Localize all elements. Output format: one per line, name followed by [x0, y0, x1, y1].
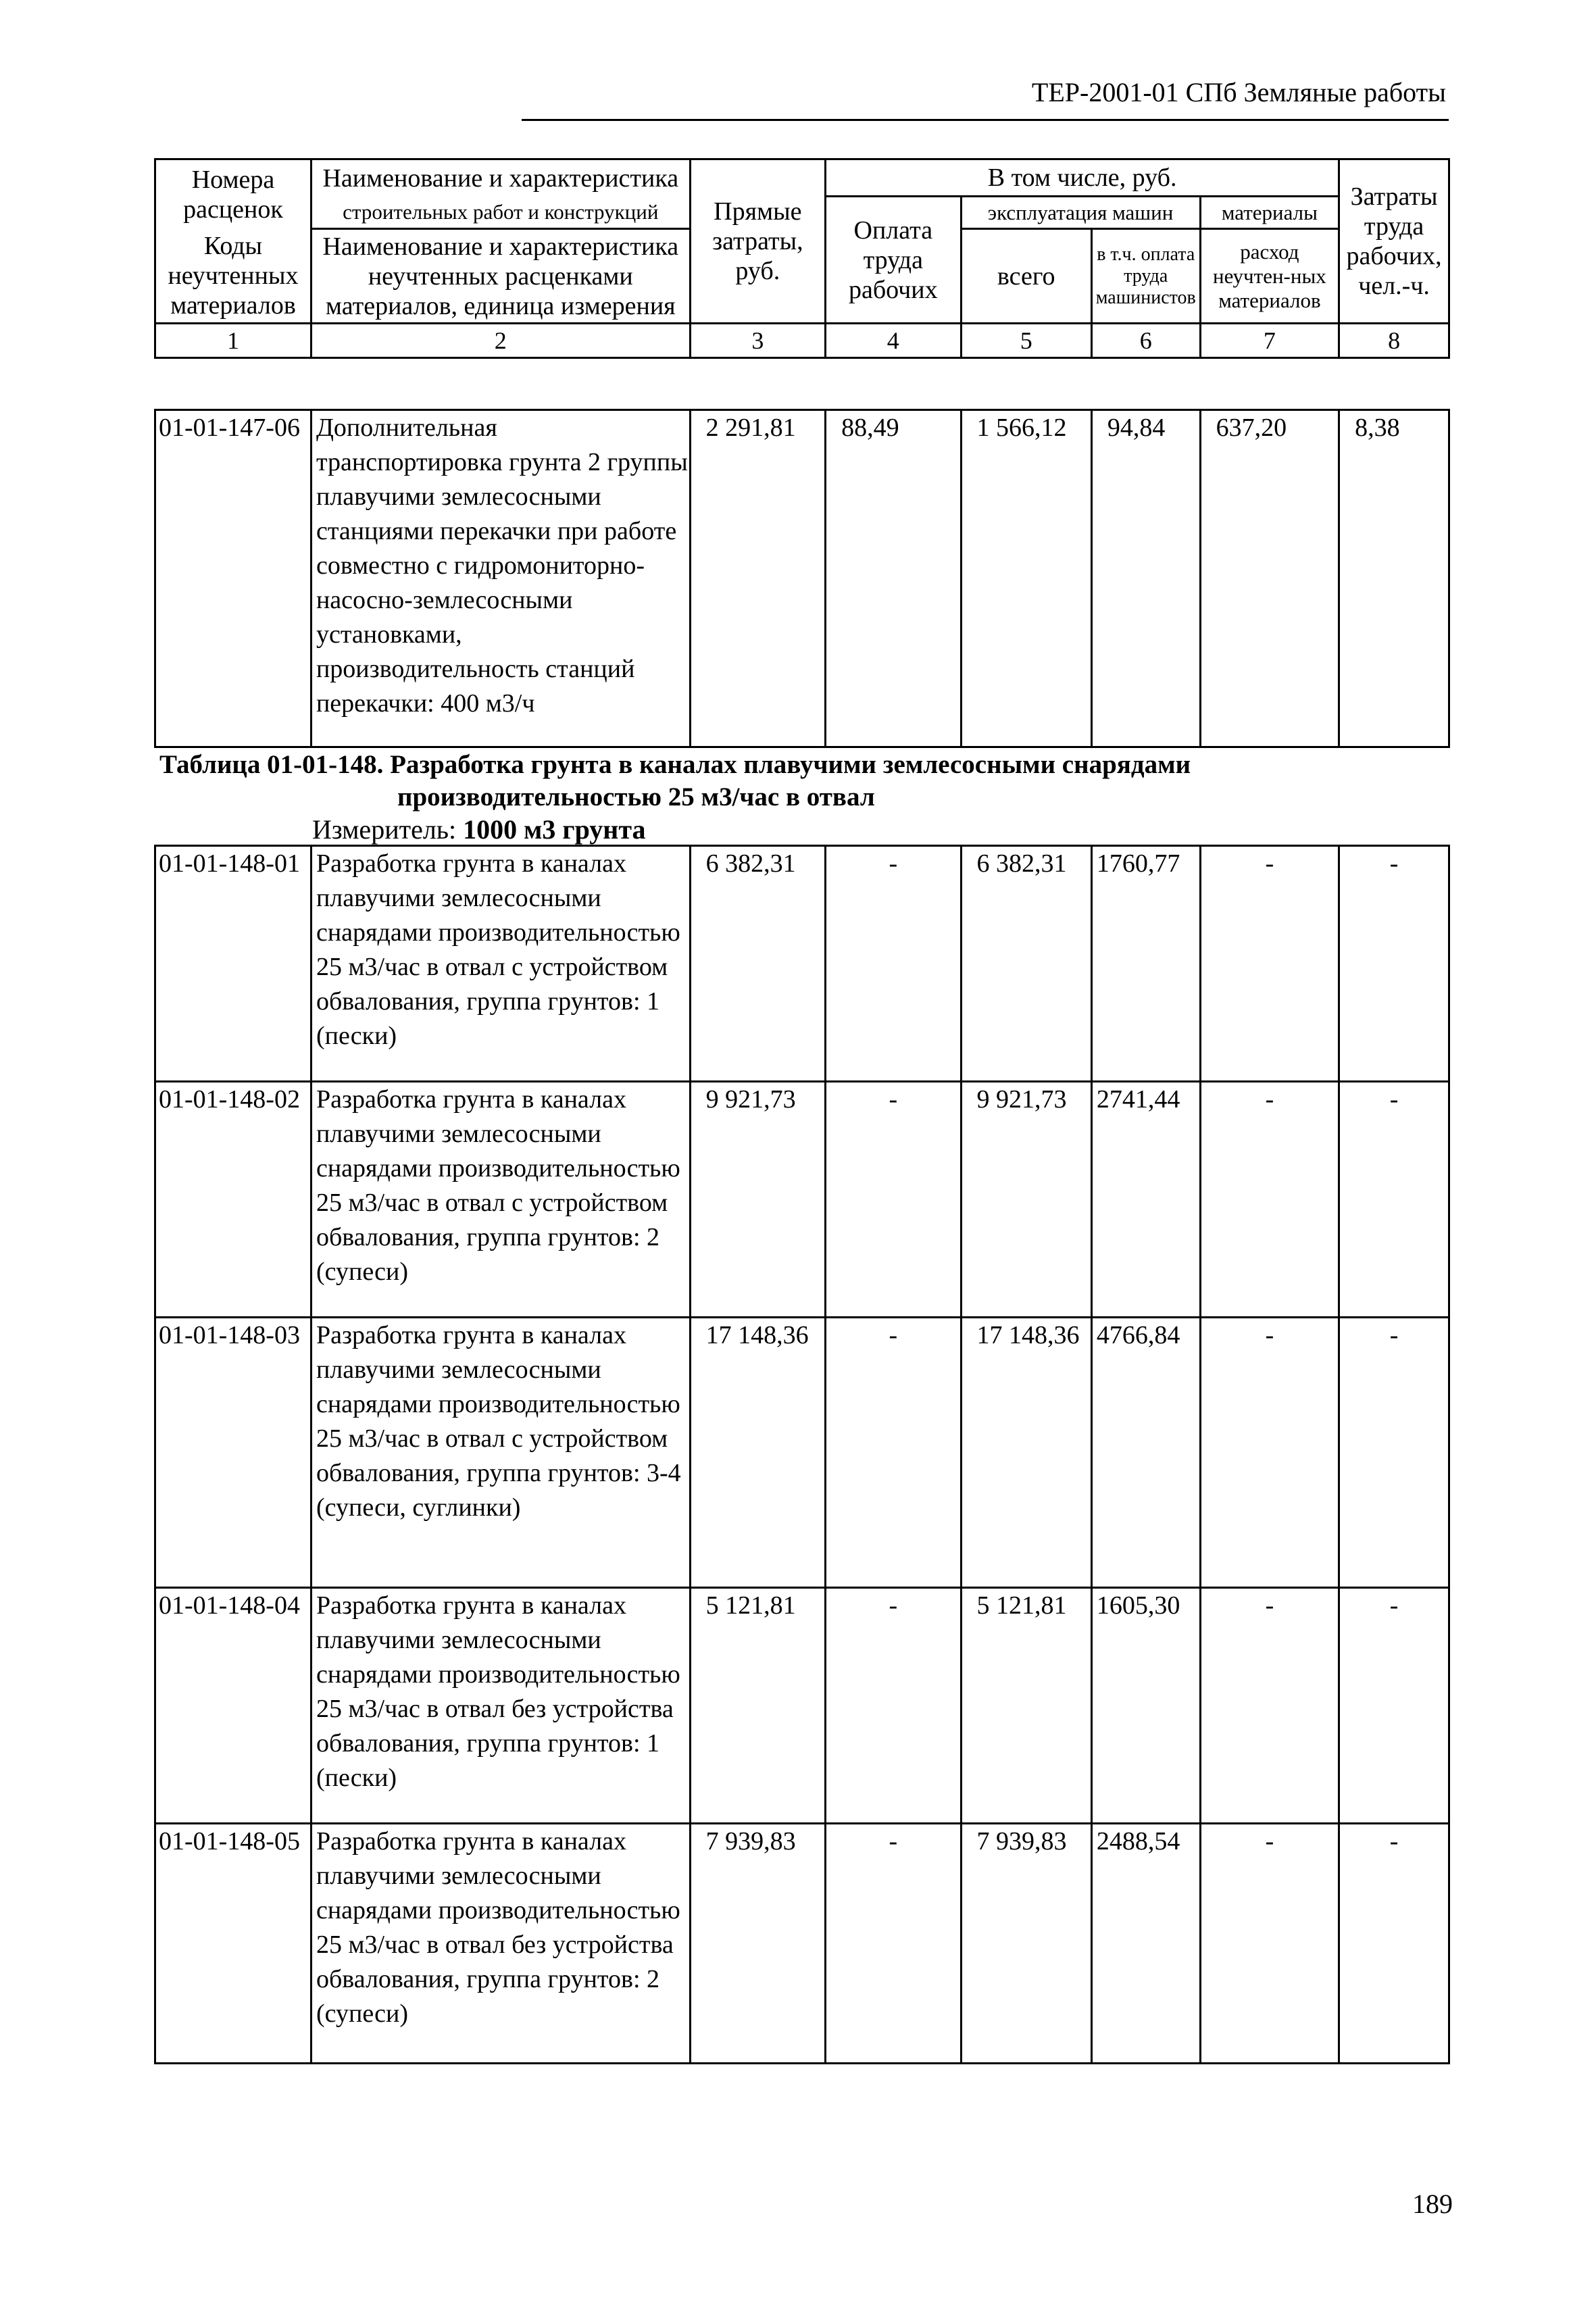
machinist-pay: 1605,30 [1091, 1588, 1200, 1824]
labor-hours: - [1339, 846, 1449, 1082]
page-number: 189 [1412, 2189, 1453, 2219]
column-number: 7 [1200, 324, 1339, 358]
machine-total: 9 921,73 [961, 1082, 1091, 1318]
machine-total: 5 121,81 [961, 1588, 1091, 1824]
column-number: 8 [1339, 324, 1449, 358]
machine-total: 1 566,12 [961, 410, 1091, 747]
table-title-line-2: производительностью 25 м3/час в отвал [397, 782, 875, 812]
measurement-unit-label: Измеритель: [312, 814, 464, 845]
machinist-pay: 4766,84 [1091, 1318, 1200, 1588]
header-work-name: Наименование и характеристика [311, 159, 690, 197]
header-rule [522, 119, 1449, 121]
material-consumption: - [1200, 1824, 1339, 2064]
rate-code: 01-01-147-06 [155, 410, 311, 747]
direct-costs: 7 939,83 [690, 1824, 825, 2064]
column-number: 6 [1091, 324, 1200, 358]
table-row [155, 846, 1449, 1082]
labor-hours: - [1339, 1318, 1449, 1588]
header-material-consumption: расход неучтен-ных материалов [1200, 229, 1339, 324]
column-number: 1 [155, 324, 311, 358]
header-machine-operation: эксплуатация машин [961, 197, 1200, 229]
header-rate-numbers: Номера расценок [155, 159, 311, 229]
direct-costs: 2 291,81 [690, 410, 825, 747]
rate-name: Разработка грунта в каналах плавучими землесосными снарядами производительностью 25 м3/час в отвал с устройством обвалования, группа грунтов: 1 (пески) [311, 846, 690, 1082]
rate-name: Дополнительная транспортировка грунта 2 группы плавучими землесосными станциями перекачки при работе совместно с гидромониторно-насосно-землесосными установками, производительность станций перекачки: 400 м3/ч [311, 410, 690, 747]
table-row [155, 1082, 1449, 1318]
worker-pay: 88,49 [826, 410, 961, 747]
material-consumption: - [1200, 1318, 1339, 1588]
material-consumption: - [1200, 846, 1339, 1082]
table-title [159, 749, 1308, 814]
rate-code: 01-01-148-04 [155, 1588, 311, 1824]
material-consumption: - [1200, 1588, 1339, 1824]
table-row [155, 1824, 1449, 2064]
labor-hours: - [1339, 1082, 1449, 1318]
header-work-name-sub: строительных работ и конструкций [311, 197, 690, 229]
column-number: 2 [311, 324, 690, 358]
labor-hours: - [1339, 1588, 1449, 1824]
machine-total: 6 382,31 [961, 846, 1091, 1082]
rate-name: Разработка грунта в каналах плавучими землесосными снарядами производительностью 25 м3/час в отвал с устройством обвалования, группа грунтов: 2 (супеси) [311, 1082, 690, 1318]
header-worker-pay: Оплата труда рабочих [826, 197, 961, 324]
header-direct-costs: Прямые затраты, руб. [690, 159, 825, 324]
machinist-pay: 2488,54 [1091, 1824, 1200, 2064]
direct-costs: 9 921,73 [690, 1082, 825, 1318]
worker-pay: - [826, 1588, 961, 1824]
direct-costs: 5 121,81 [690, 1588, 825, 1824]
table-row [155, 1318, 1449, 1588]
header-material-name: Наименование и характеристика неучтенных расценками материалов, единица измерения [311, 229, 690, 324]
table-row [155, 410, 1449, 747]
header-labor-hours: Затраты труда рабочих, чел.-ч. [1339, 159, 1449, 324]
column-number: 3 [690, 324, 825, 358]
worker-pay: - [826, 1082, 961, 1318]
header-including: В том числе, руб. [826, 159, 1339, 197]
column-header-table [154, 158, 1450, 359]
column-number: 4 [826, 324, 961, 358]
labor-hours: - [1339, 1824, 1449, 2064]
machinist-pay: 94,84 [1091, 410, 1200, 747]
machine-total: 17 148,36 [961, 1318, 1091, 1588]
direct-costs: 17 148,36 [690, 1318, 825, 1588]
rate-code: 01-01-148-03 [155, 1318, 311, 1588]
rates-table-147 [154, 409, 1450, 748]
rate-name: Разработка грунта в каналах плавучими землесосными снарядами производительностью 25 м3/час в отвал без устройства обвалования, группа грунтов: 2 (супеси) [311, 1824, 690, 2064]
direct-costs: 6 382,31 [690, 846, 825, 1082]
header-materials: материалы [1200, 197, 1339, 229]
worker-pay: - [826, 1824, 961, 2064]
header-material-codes: Коды неучтенных материалов [155, 229, 311, 324]
running-head: ТЕР-2001-01 СПб Земляные работы [1031, 77, 1446, 107]
machine-total: 7 939,83 [961, 1824, 1091, 2064]
rates-table-148 [154, 845, 1450, 2064]
labor-hours: 8,38 [1339, 410, 1449, 747]
material-consumption: - [1200, 1082, 1339, 1318]
header-machinist-pay: в т.ч. оплата труда машинистов [1091, 229, 1200, 324]
rate-name: Разработка грунта в каналах плавучими землесосными снарядами производительностью 25 м3/час в отвал с устройством обвалования, группа грунтов: 3-4 (супеси, суглинки) [311, 1318, 690, 1588]
rate-code: 01-01-148-02 [155, 1082, 311, 1318]
header-machine-total: всего [961, 229, 1091, 324]
worker-pay: - [826, 1318, 961, 1588]
measurement-unit [312, 814, 645, 846]
material-consumption: 637,20 [1200, 410, 1339, 747]
worker-pay: - [826, 846, 961, 1082]
column-number: 5 [961, 324, 1091, 358]
table-title-line-1: Таблица 01-01-148. Разработка грунта в каналах плавучими землесосными снарядами [159, 750, 1191, 779]
table-row [155, 1588, 1449, 1824]
rate-code: 01-01-148-05 [155, 1824, 311, 2064]
rate-name: Разработка грунта в каналах плавучими землесосными снарядами производительностью 25 м3/час в отвал без устройства обвалования, группа грунтов: 1 (пески) [311, 1588, 690, 1824]
measurement-unit-value: 1000 м3 грунта [463, 814, 646, 845]
machinist-pay: 1760,77 [1091, 846, 1200, 1082]
machinist-pay: 2741,44 [1091, 1082, 1200, 1318]
rate-code: 01-01-148-01 [155, 846, 311, 1082]
